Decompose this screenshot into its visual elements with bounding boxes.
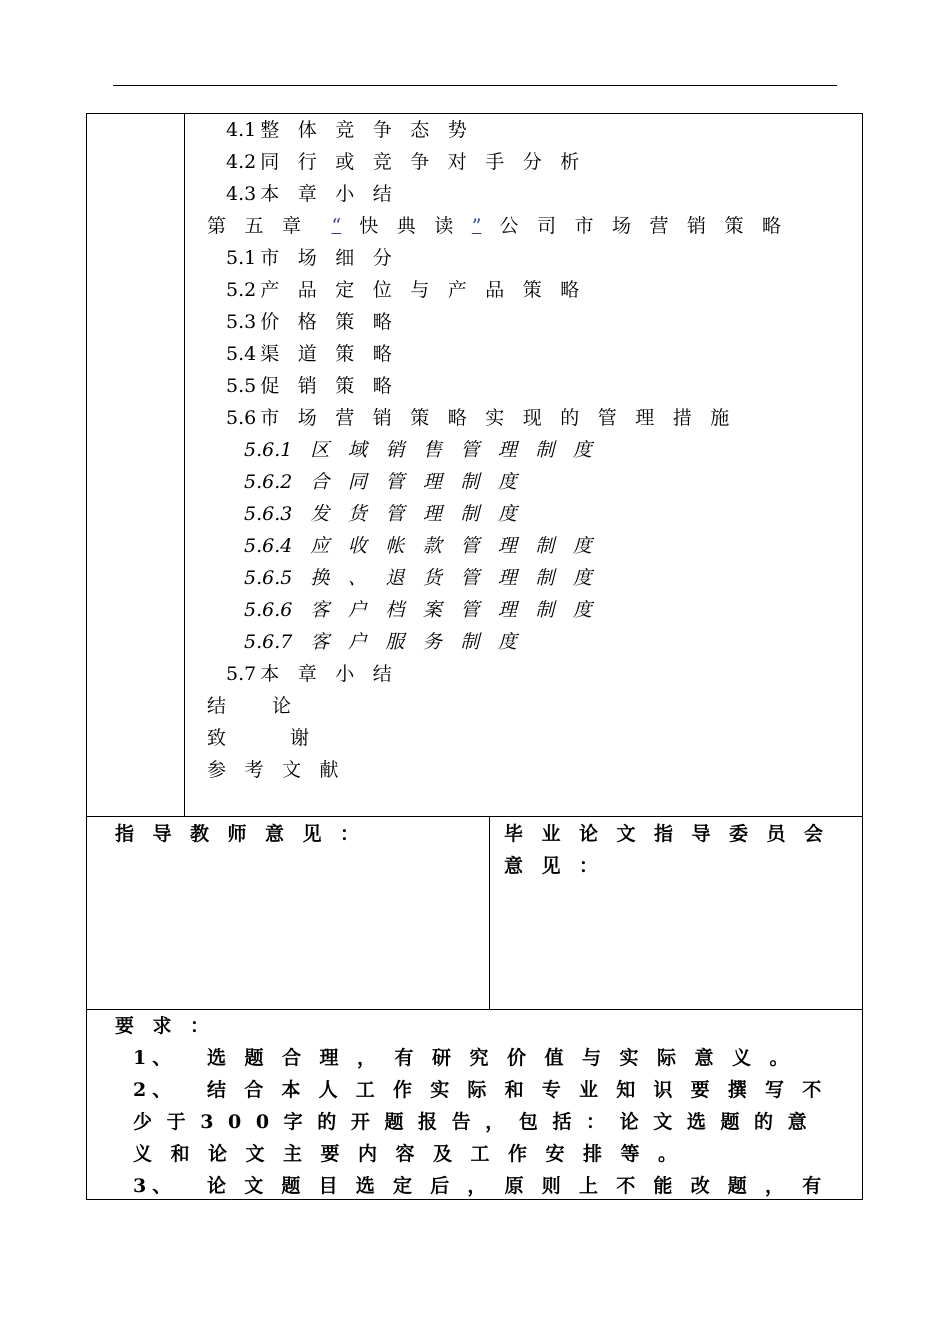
opinions-column-divider bbox=[489, 816, 490, 1009]
header-rule bbox=[113, 85, 837, 86]
toc-5-1: 5.1 市场细分 bbox=[226, 247, 411, 269]
toc-5-2: 5.2 产品定位与产品策略 bbox=[226, 279, 598, 301]
committee-opinion-label: 毕业论文指导委员会 bbox=[504, 823, 842, 845]
toc-5-6-7: 5.6.7 客户服务制度 bbox=[244, 631, 536, 653]
toc-5-7: 5.7 本章小结 bbox=[226, 663, 411, 685]
toc-chapter-5: 第五章 “ 快典读” 公司市场营销策略 bbox=[207, 215, 800, 237]
toc-5-6-1: 5.6.1 区域销售管理制度 bbox=[244, 439, 611, 461]
toc-row-divider bbox=[86, 816, 863, 817]
toc-4-2: 4.2 同行或竞争对手分析 bbox=[226, 151, 598, 173]
quote-open: “ bbox=[331, 215, 342, 237]
committee-opinion-label-2: 意见： bbox=[504, 855, 617, 877]
requirement-3: 3、 论文题目选定后，原则上不能改题，有 bbox=[133, 1175, 840, 1197]
toc-conclusion: 结论 bbox=[207, 695, 338, 717]
toc-5-6-6: 5.6.6 客户档案管理制度 bbox=[244, 599, 611, 621]
toc-column-divider bbox=[184, 113, 185, 816]
requirement-2: 2、 结合本人工作实际和专业知识要撰写不 bbox=[133, 1079, 840, 1101]
quote-close: ” bbox=[471, 215, 482, 237]
toc-5-3: 5.3 价格策略 bbox=[226, 311, 411, 333]
advisor-opinion-label: 指导教师意见： bbox=[115, 823, 378, 845]
requirement-2-line-2: 少于300字的开题报告，包括：论文选题的意 bbox=[133, 1111, 822, 1133]
requirements-title: 要求： bbox=[115, 1015, 228, 1037]
toc-5-5: 5.5 促销策略 bbox=[226, 375, 411, 397]
toc-5-4: 5.4 渠道策略 bbox=[226, 343, 411, 365]
requirement-2-line-3: 义和论文主要内容及工作安排等。 bbox=[133, 1143, 696, 1165]
toc-references: 参考文献 bbox=[207, 759, 358, 781]
toc-5-6-5: 5.6.5 换、退货管理制度 bbox=[244, 567, 611, 589]
toc-4-1: 4.1 整体竞争态势 bbox=[226, 119, 486, 141]
toc-thanks: 致谢 bbox=[207, 727, 374, 749]
toc-5-6-2: 5.6.2 合同管理制度 bbox=[244, 471, 536, 493]
toc-5-6-4: 5.6.4 应收帐款管理制度 bbox=[244, 535, 611, 557]
toc-5-6-3: 5.6.3 发货管理制度 bbox=[244, 503, 536, 525]
requirement-1: 1、 选题合理，有研究价值与实际意义。 bbox=[133, 1047, 808, 1069]
toc-4-3: 4.3 本章小结 bbox=[226, 183, 411, 205]
toc-5-6: 5.6 市场营销策略实现的管理措施 bbox=[226, 407, 748, 429]
